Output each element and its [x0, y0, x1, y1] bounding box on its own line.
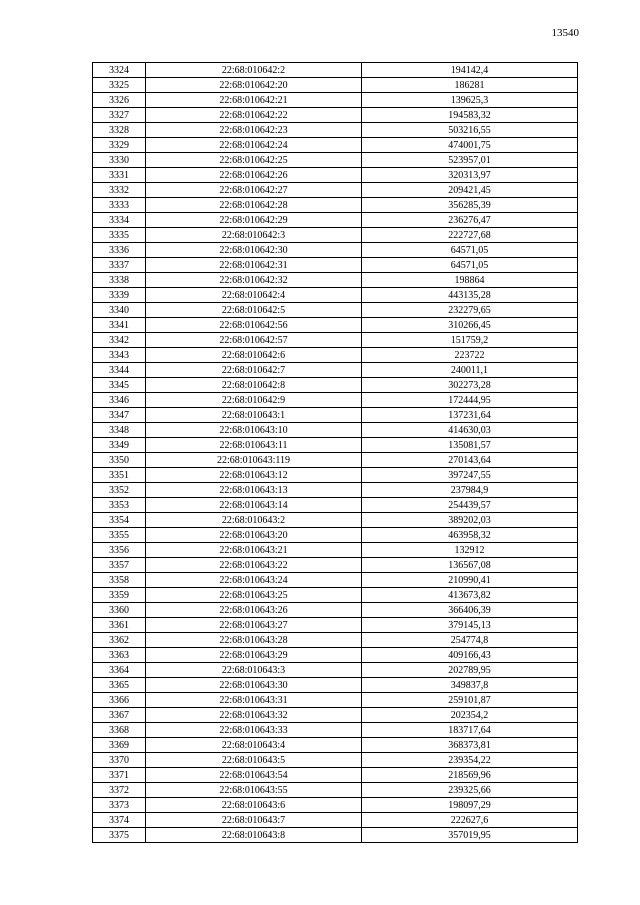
cadastral-number-cell: 22:68:010643:30: [146, 678, 362, 693]
row-number-cell: 3360: [93, 603, 146, 618]
table-row: [93, 498, 578, 513]
cadastral-value-cell: 254774,8: [362, 633, 578, 648]
row-number-cell: 3332: [93, 183, 146, 198]
table-row: [93, 213, 578, 228]
table-row: [93, 663, 578, 678]
cadastral-number-cell: 22:68:010643:32: [146, 708, 362, 723]
row-number-cell: 3338: [93, 273, 146, 288]
cadastral-value-cell: 183717,64: [362, 723, 578, 738]
row-number-cell: 3333: [93, 198, 146, 213]
cadastral-value-cell: 302273,28: [362, 378, 578, 393]
cadastral-value-cell: 239325,66: [362, 783, 578, 798]
row-number-cell: 3363: [93, 648, 146, 663]
table-row: [93, 378, 578, 393]
cadastral-number-cell: 22:68:010642:5: [146, 303, 362, 318]
table-row: [93, 273, 578, 288]
cadastral-value-cell: 198097,29: [362, 798, 578, 813]
cadastral-number-cell: 22:68:010642:30: [146, 243, 362, 258]
table-row: [93, 708, 578, 723]
table-row: [93, 798, 578, 813]
table-body: [93, 63, 578, 843]
table-row: [93, 828, 578, 843]
table-row: [93, 63, 578, 78]
cadastral-value-cell: 64571,05: [362, 243, 578, 258]
table-row: [93, 603, 578, 618]
table-row: [93, 678, 578, 693]
cadastral-number-cell: 22:68:010642:21: [146, 93, 362, 108]
cadastral-value-cell: 209421,45: [362, 183, 578, 198]
table-row: [93, 633, 578, 648]
cadastral-value-cell: 443135,28: [362, 288, 578, 303]
cadastral-number-cell: 22:68:010643:27: [146, 618, 362, 633]
table-row: [93, 138, 578, 153]
table-row: [93, 168, 578, 183]
table-row: [93, 738, 578, 753]
table-row: [93, 723, 578, 738]
cadastral-number-cell: 22:68:010642:32: [146, 273, 362, 288]
cadastral-value-cell: 172444,95: [362, 393, 578, 408]
cadastral-number-cell: 22:68:010643:28: [146, 633, 362, 648]
row-number-cell: 3340: [93, 303, 146, 318]
row-number-cell: 3341: [93, 318, 146, 333]
cadastral-value-cell: 270143,64: [362, 453, 578, 468]
row-number-cell: 3329: [93, 138, 146, 153]
row-number-cell: 3352: [93, 483, 146, 498]
table-row: [93, 528, 578, 543]
cadastral-value-cell: 237984,9: [362, 483, 578, 498]
row-number-cell: 3345: [93, 378, 146, 393]
cadastral-number-cell: 22:68:010643:24: [146, 573, 362, 588]
table-row: [93, 423, 578, 438]
table-row: [93, 693, 578, 708]
cadastral-value-cell: 523957,01: [362, 153, 578, 168]
cadastral-value-cell: 223722: [362, 348, 578, 363]
row-number-cell: 3359: [93, 588, 146, 603]
table-row: [93, 303, 578, 318]
cadastral-number-cell: 22:68:010643:22: [146, 558, 362, 573]
table-row: [93, 348, 578, 363]
cadastral-value-cell: 151759,2: [362, 333, 578, 348]
cadastral-value-cell: 349837,8: [362, 678, 578, 693]
row-number-cell: 3350: [93, 453, 146, 468]
table-row: [93, 768, 578, 783]
row-number-cell: 3357: [93, 558, 146, 573]
row-number-cell: 3372: [93, 783, 146, 798]
table-row: [93, 288, 578, 303]
cadastral-number-cell: 22:68:010643:7: [146, 813, 362, 828]
row-number-cell: 3325: [93, 78, 146, 93]
cadastral-number-cell: 22:68:010642:4: [146, 288, 362, 303]
cadastral-value-cell: 132912: [362, 543, 578, 558]
cadastral-value-cell: 64571,05: [362, 258, 578, 273]
cadastral-value-cell: 239354,22: [362, 753, 578, 768]
cadastral-value-cell: 379145,13: [362, 618, 578, 633]
cadastral-value-cell: 135081,57: [362, 438, 578, 453]
cadastral-value-cell: 310266,45: [362, 318, 578, 333]
row-number-cell: 3344: [93, 363, 146, 378]
cadastral-number-cell: 22:68:010643:25: [146, 588, 362, 603]
table-row: [93, 318, 578, 333]
cadastral-value-cell: 218569,96: [362, 768, 578, 783]
row-number-cell: 3336: [93, 243, 146, 258]
table-row: [93, 648, 578, 663]
row-number-cell: 3335: [93, 228, 146, 243]
table-row: [93, 183, 578, 198]
cadastral-number-cell: 22:68:010643:11: [146, 438, 362, 453]
cadastral-value-cell: 222727,68: [362, 228, 578, 243]
row-number-cell: 3351: [93, 468, 146, 483]
row-number-cell: 3365: [93, 678, 146, 693]
row-number-cell: 3368: [93, 723, 146, 738]
cadastral-value-cell: 136567,08: [362, 558, 578, 573]
cadastral-number-cell: 22:68:010643:31: [146, 693, 362, 708]
row-number-cell: 3370: [93, 753, 146, 768]
row-number-cell: 3354: [93, 513, 146, 528]
cadastral-number-cell: 22:68:010643:2: [146, 513, 362, 528]
row-number-cell: 3367: [93, 708, 146, 723]
row-number-cell: 3337: [93, 258, 146, 273]
row-number-cell: 3331: [93, 168, 146, 183]
cadastral-number-cell: 22:68:010642:25: [146, 153, 362, 168]
cadastral-number-cell: 22:68:010642:23: [146, 123, 362, 138]
cadastral-number-cell: 22:68:010643:33: [146, 723, 362, 738]
cadastral-value-cell: 198864: [362, 273, 578, 288]
row-number-cell: 3326: [93, 93, 146, 108]
cadastral-number-cell: 22:68:010642:8: [146, 378, 362, 393]
table-row: [93, 588, 578, 603]
row-number-cell: 3347: [93, 408, 146, 423]
cadastral-number-cell: 22:68:010643:54: [146, 768, 362, 783]
table-row: [93, 243, 578, 258]
row-number-cell: 3371: [93, 768, 146, 783]
cadastral-number-cell: 22:68:010643:10: [146, 423, 362, 438]
cadastral-number-cell: 22:68:010643:8: [146, 828, 362, 843]
table-row: [93, 543, 578, 558]
row-number-cell: 3361: [93, 618, 146, 633]
cadastral-number-cell: 22:68:010642:24: [146, 138, 362, 153]
table-row: [93, 93, 578, 108]
row-number-cell: 3346: [93, 393, 146, 408]
page-number: 13540: [551, 27, 579, 39]
cadastral-value-cell: 240011,1: [362, 363, 578, 378]
cadastral-value-cell: 356285,39: [362, 198, 578, 213]
row-number-cell: 3375: [93, 828, 146, 843]
table-row: [93, 108, 578, 123]
cadastral-value-cell: 389202,03: [362, 513, 578, 528]
cadastral-value-cell: 202354,2: [362, 708, 578, 723]
table-row: [93, 618, 578, 633]
cadastral-value-cell: 202789,95: [362, 663, 578, 678]
cadastral-value-cell: 139625,3: [362, 93, 578, 108]
cadastral-number-cell: 22:68:010643:55: [146, 783, 362, 798]
cadastral-value-cell: 232279,65: [362, 303, 578, 318]
table-row: [93, 753, 578, 768]
cadastral-number-cell: 22:68:010642:27: [146, 183, 362, 198]
cadastral-number-cell: 22:68:010643:6: [146, 798, 362, 813]
table-row: [93, 558, 578, 573]
table-row: [93, 153, 578, 168]
cadastral-number-cell: 22:68:010642:29: [146, 213, 362, 228]
row-number-cell: 3339: [93, 288, 146, 303]
cadastral-number-cell: 22:68:010642:57: [146, 333, 362, 348]
row-number-cell: 3374: [93, 813, 146, 828]
cadastral-number-cell: 22:68:010643:1: [146, 408, 362, 423]
table-row: [93, 453, 578, 468]
cadastral-value-cell: 236276,47: [362, 213, 578, 228]
row-number-cell: 3373: [93, 798, 146, 813]
cadastral-number-cell: 22:68:010643:12: [146, 468, 362, 483]
row-number-cell: 3356: [93, 543, 146, 558]
cadastral-number-cell: 22:68:010642:6: [146, 348, 362, 363]
cadastral-value-cell: 368373,81: [362, 738, 578, 753]
row-number-cell: 3330: [93, 153, 146, 168]
cadastral-value-cell: 366406,39: [362, 603, 578, 618]
cadastral-value-cell: 186281: [362, 78, 578, 93]
cadastral-value-cell: 222627,6: [362, 813, 578, 828]
cadastral-number-cell: 22:68:010643:14: [146, 498, 362, 513]
row-number-cell: 3348: [93, 423, 146, 438]
row-number-cell: 3328: [93, 123, 146, 138]
table-row: [93, 813, 578, 828]
row-number-cell: 3364: [93, 663, 146, 678]
cadastral-number-cell: 22:68:010643:13: [146, 483, 362, 498]
row-number-cell: 3349: [93, 438, 146, 453]
cadastral-number-cell: 22:68:010643:26: [146, 603, 362, 618]
cadastral-number-cell: 22:68:010642:9: [146, 393, 362, 408]
row-number-cell: 3353: [93, 498, 146, 513]
row-number-cell: 3334: [93, 213, 146, 228]
row-number-cell: 3362: [93, 633, 146, 648]
cadastral-value-cell: 357019,95: [362, 828, 578, 843]
table-row: [93, 123, 578, 138]
table-row: [93, 513, 578, 528]
row-number-cell: 3355: [93, 528, 146, 543]
row-number-cell: 3343: [93, 348, 146, 363]
cadastral-value-cell: 414630,03: [362, 423, 578, 438]
table-row: [93, 333, 578, 348]
cadastral-value-cell: 254439,57: [362, 498, 578, 513]
cadastral-value-cell: 409166,43: [362, 648, 578, 663]
table-row: [93, 363, 578, 378]
row-number-cell: 3369: [93, 738, 146, 753]
cadastral-value-cell: 194142,4: [362, 63, 578, 78]
cadastral-value-cell: 474001,75: [362, 138, 578, 153]
cadastral-number-cell: 22:68:010643:4: [146, 738, 362, 753]
table-row: [93, 438, 578, 453]
cadastral-number-cell: 22:68:010643:119: [146, 453, 362, 468]
table-row: [93, 468, 578, 483]
cadastral-value-cell: 194583,32: [362, 108, 578, 123]
row-number-cell: 3342: [93, 333, 146, 348]
row-number-cell: 3327: [93, 108, 146, 123]
cadastral-number-cell: 22:68:010642:56: [146, 318, 362, 333]
cadastral-number-cell: 22:68:010643:21: [146, 543, 362, 558]
table-row: [93, 573, 578, 588]
table-row: [93, 258, 578, 273]
cadastral-value-cell: 397247,55: [362, 468, 578, 483]
cadastral-number-cell: 22:68:010642:31: [146, 258, 362, 273]
cadastral-value-cell: 463958,32: [362, 528, 578, 543]
row-number-cell: 3324: [93, 63, 146, 78]
cadastral-number-cell: 22:68:010642:7: [146, 363, 362, 378]
cadastral-number-cell: 22:68:010642:3: [146, 228, 362, 243]
cadastral-number-cell: 22:68:010642:28: [146, 198, 362, 213]
row-number-cell: 3366: [93, 693, 146, 708]
cadastral-value-cell: 210990,41: [362, 573, 578, 588]
cadastral-number-cell: 22:68:010643:20: [146, 528, 362, 543]
cadastral-value-cell: 137231,64: [362, 408, 578, 423]
cadastral-number-cell: 22:68:010642:26: [146, 168, 362, 183]
cadastral-number-cell: 22:68:010642:20: [146, 78, 362, 93]
cadastral-number-cell: 22:68:010643:5: [146, 753, 362, 768]
cadastral-value-table: [92, 62, 578, 843]
cadastral-number-cell: 22:68:010642:22: [146, 108, 362, 123]
cadastral-value-cell: 413673,82: [362, 588, 578, 603]
table-row: [93, 783, 578, 798]
table-row: [93, 78, 578, 93]
table-row: [93, 198, 578, 213]
table-row: [93, 408, 578, 423]
cadastral-value-cell: 259101,87: [362, 693, 578, 708]
table-row: [93, 393, 578, 408]
cadastral-number-cell: 22:68:010642:2: [146, 63, 362, 78]
row-number-cell: 3358: [93, 573, 146, 588]
cadastral-value-cell: 320313,97: [362, 168, 578, 183]
cadastral-number-cell: 22:68:010643:29: [146, 648, 362, 663]
cadastral-value-cell: 503216,55: [362, 123, 578, 138]
table-row: [93, 228, 578, 243]
table-row: [93, 483, 578, 498]
cadastral-number-cell: 22:68:010643:3: [146, 663, 362, 678]
